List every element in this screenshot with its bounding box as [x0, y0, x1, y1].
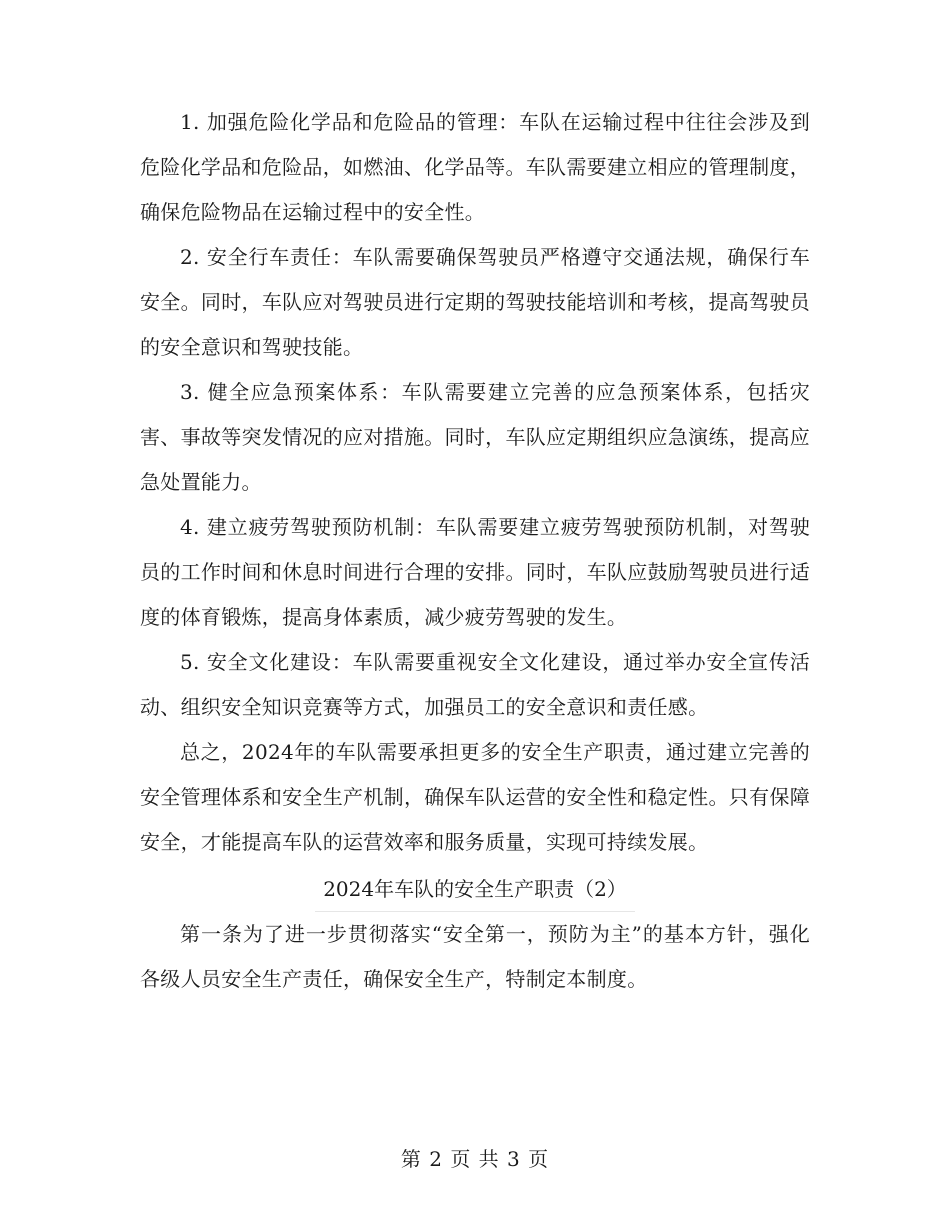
paragraph-item-3: 3. 健全应急预案体系：车队需要建立完善的应急预案体系，包括灾害、事故等突发情况的应对措施。同时，车队应定期组织应急演练，提高应急处置能力。	[140, 380, 810, 494]
paragraph-item-2: 2. 安全行车责任：车队需要确保驾驶员严格遵守交通法规，确保行车安全。同时，车队应对驾驶员进行定期的驾驶技能培训和考核，提高驾驶员的安全意识和驾驶技能。	[140, 245, 810, 359]
section-title-text: 2024年车队的安全生产职责（2）	[315, 867, 635, 912]
document-body	[140, 100, 810, 1002]
paragraph-item-1: 1. 加强危险化学品和危险品的管理：车队在运输过程中往往会涉及到危险化学品和危险品，如燃油、化学品等。车队需要建立相应的管理制度，确保危险物品在运输过程中的安全性。	[140, 110, 810, 224]
section-title	[140, 867, 810, 912]
paragraph-item-5: 5. 安全文化建设：车队需要重视安全文化建设，通过举办安全宣传活动、组织安全知识竞赛等方式，加强员工的安全意识和责任感。	[140, 650, 810, 719]
page-footer: 第 2 页 共 3 页	[400, 1147, 550, 1171]
section-paragraph-1: 第一条为了进一步贯彻落实“安全第一，预防为主”的基本方针，强化各级人员安全生产责任，确保安全生产，特制定本制度。	[140, 922, 810, 991]
paragraph-summary: 总之，2024年的车队需要承担更多的安全生产职责，通过建立完善的安全管理体系和安全生产机制，确保车队运营的安全性和稳定性。只有保障安全，才能提高车队的运营效率和服务质量，实现可持续发展。	[140, 740, 810, 854]
paragraph-item-4: 4. 建立疲劳驾驶预防机制：车队需要建立疲劳驾驶预防机制，对驾驶员的工作时间和休息时间进行合理的安排。同时，车队应鼓励驾驶员进行适度的体育锻炼，提高身体素质，减少疲劳驾驶的发生。	[140, 515, 810, 629]
